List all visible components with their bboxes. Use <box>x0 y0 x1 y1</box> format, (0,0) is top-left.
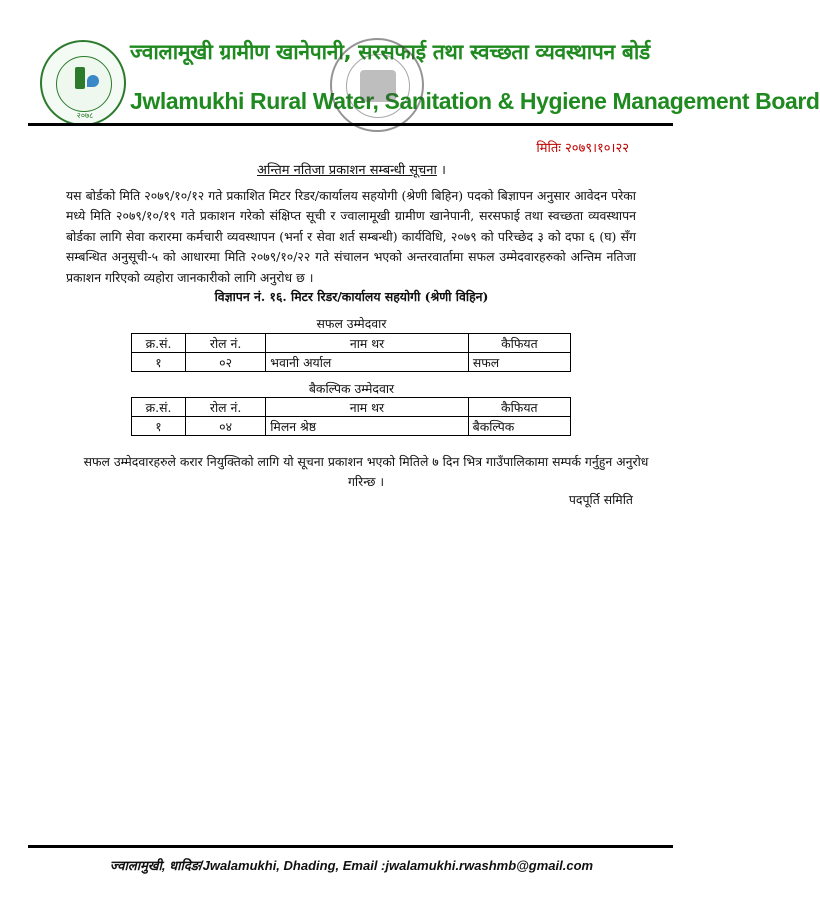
header-divider <box>28 123 673 126</box>
board-logo-icon <box>40 40 126 126</box>
notice-subject-text: अन्तिम नतिजा प्रकाशन सम्बन्धी सूचना <box>257 163 437 178</box>
cell-serial-number: १ <box>132 417 186 436</box>
col-roll-number: रोल नं. <box>186 334 266 353</box>
cell-name: मिलन श्रेष्ठ <box>266 417 468 436</box>
letterhead <box>0 0 820 125</box>
advertisement-line: विज्ञापन नं. १६. मिटर रिडर/कार्यालय सहयोगी (श्रेणी विहिन) <box>214 289 489 304</box>
alternate-candidates-title: बैकल्पिक उम्मेदवार <box>308 381 395 396</box>
cell-remark: बैकल्पिक <box>468 417 570 436</box>
board-title-english: Jwlamukhi Rural Water, Sanitation & Hygiene Management Board <box>130 88 820 114</box>
col-serial-number: क्र.सं. <box>132 334 186 353</box>
successful-candidates-table <box>131 333 571 372</box>
tap-emblem-icon <box>56 56 112 112</box>
notice-subject <box>0 160 703 178</box>
logo-year: २०७८ <box>76 111 94 120</box>
cell-serial-number: १ <box>132 353 186 372</box>
cell-remark: सफल <box>468 353 570 372</box>
col-remark: कैफियत <box>468 398 570 417</box>
footer-divider <box>28 845 673 848</box>
signatory-committee: पदपूर्ति समिति <box>568 492 633 507</box>
board-title-nepali: ज्वालामूखी ग्रामीण खानेपानी, सरसफाई तथा स्वच्छता व्यवस्थापन बोर्ड <box>130 40 650 64</box>
notice-date: मितिः २०७९।१०।२२ <box>536 141 629 156</box>
table-header-row <box>132 398 571 417</box>
stamp-emblem-icon <box>360 70 396 102</box>
col-roll-number: रोल नं. <box>186 398 266 417</box>
footer-address: ज्वालामुखी, धादिङ/Jwalamukhi, Dhading, Email :jwalamukhi.rwashmb@gmail.com <box>109 858 594 873</box>
cell-name: भवानी अर्याल <box>266 353 469 372</box>
cell-roll-number: ०२ <box>186 353 266 372</box>
notice-body: यस बोर्डको मिति २०७९/१०/१२ गते प्रकाशित मिटर रिडर/कार्यालय सहयोगी (श्रेणी बिहिन) पदको बिज्ञापन अनुसार आवेदन परेका मध्ये मिति २०७९/१०/१९ गते प्रकाशन गरेको संक्षिप्त सूची र ज्वालामूखी ग्रामीण खानेपानी, सरसफाई तथा स्वच्छता व्यवस्थापन बोर्डका लागि सेवा करारमा कर्मचारी व्यवस्थापन (भर्ना र सेवा शर्त सम्बन्धी) कार्यविधि, २०७९ को परिच्छेद ३ को दफा ६ (घ) सँग सम्बन्धित अनुसूची-५ को आधारमा मिति २०७९/१०/२२ गते संचालन भएको अन्तरवार्तामा सफल उम्मेदवारहरुको अन्तिम नतिजा प्रकाशन गरिएको व्यहोरा जानकारीको लागि अनुरोध छ । <box>66 188 637 285</box>
table-row <box>132 417 571 436</box>
col-name: नाम थर <box>266 398 468 417</box>
col-remark: कैफियत <box>468 334 570 353</box>
cell-roll-number: ०४ <box>186 417 266 436</box>
col-name: नाम थर <box>266 334 469 353</box>
office-stamp-icon <box>330 38 424 132</box>
table-row <box>132 353 571 372</box>
contact-instruction: सफल उम्मेदवारहरुले करार नियुक्तिको लागि यो सूचना प्रकाशन भएको मितिले ७ दिन भित्र गाउँपालिकामा सम्पर्क गर्नुहुन अनुरोध गरिन्छ । <box>83 454 649 490</box>
successful-candidates-title: सफल उम्मेदवार <box>316 316 387 331</box>
notice-subject-end: । <box>436 163 446 178</box>
table-header-row <box>132 334 571 353</box>
col-serial-number: क्र.सं. <box>132 398 186 417</box>
alternate-candidates-table <box>131 397 571 436</box>
